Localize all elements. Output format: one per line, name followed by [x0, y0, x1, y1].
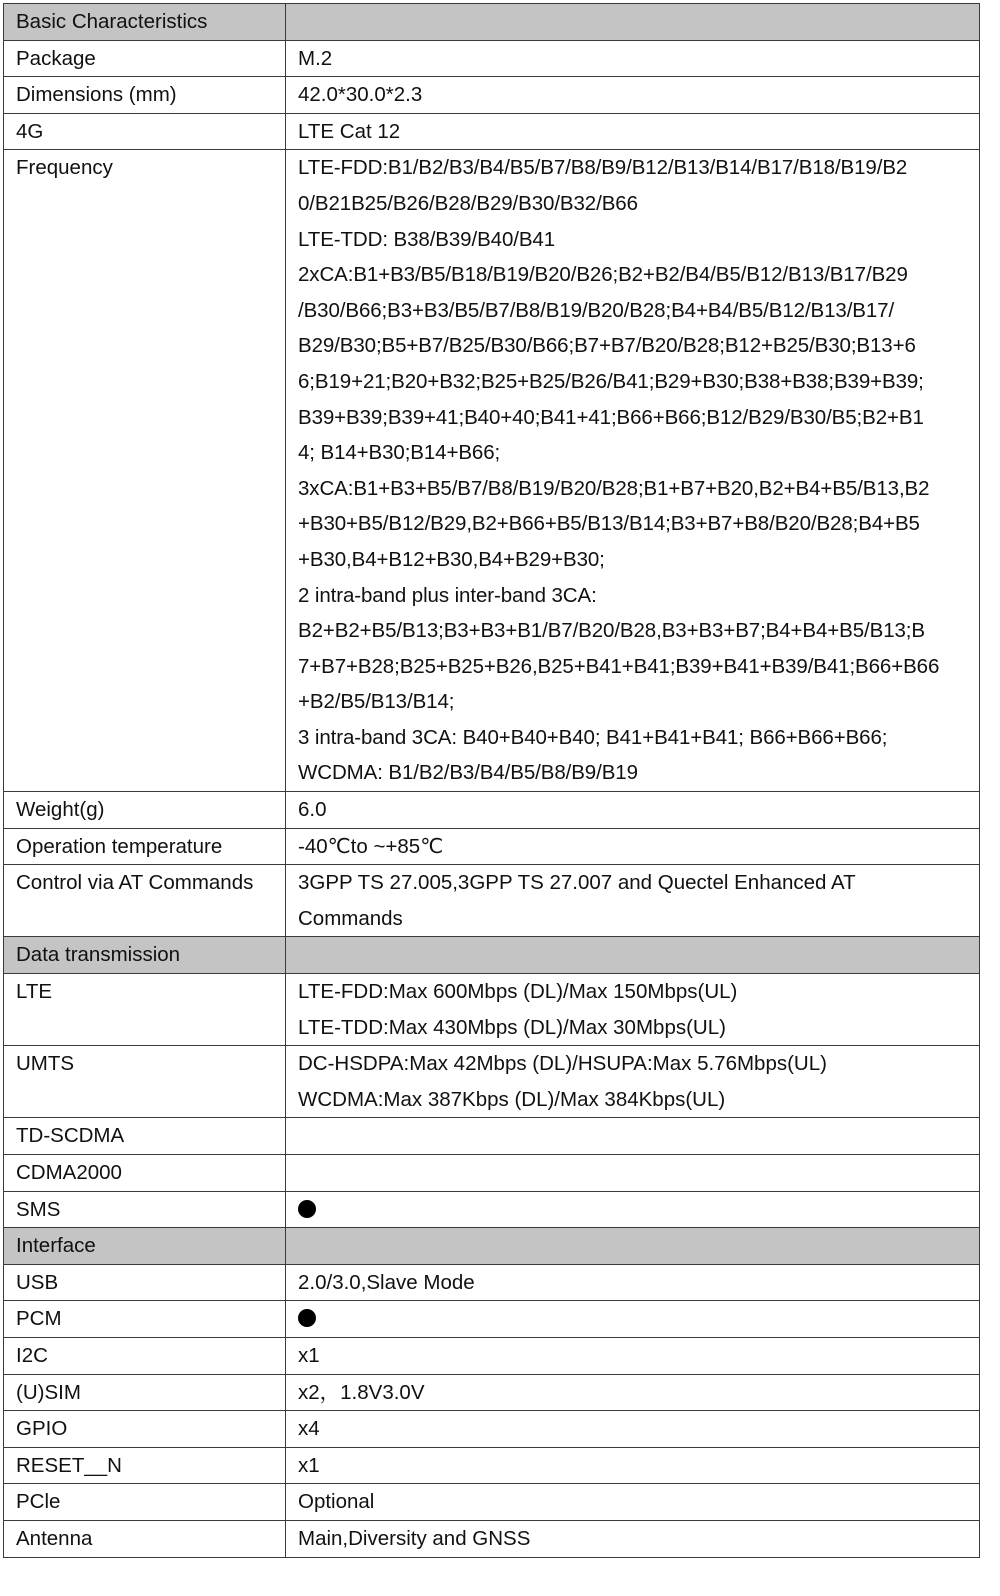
spec-value — [286, 1374, 980, 1411]
spec-label: TD-SCDMA — [4, 1118, 286, 1155]
spec-label: Operation temperature — [4, 828, 286, 865]
spec-value-line: +B2/B5/B13/B14; — [298, 690, 455, 714]
spec-value-line: LTE Cat 12 — [298, 119, 401, 143]
spec-value-line: 3xCA:B1+B3+B5/B7/B8/B19/B20/B28;B1+B7+B20,B2+B4+B5/B13,B2 — [298, 476, 930, 500]
spec-label: UMTS — [4, 1046, 286, 1118]
spec-value-line: /B30/B66;B3+B3/B5/B7/B8/B19/B20/B28;B4+B4/B5/B12/B13/B17/ — [298, 298, 895, 322]
spec-value — [286, 1337, 980, 1374]
section-title: Basic Characteristics — [4, 4, 286, 41]
spec-label: Antenna — [4, 1520, 286, 1557]
spec-row-cdma2000 — [4, 1155, 980, 1192]
spec-value — [286, 1447, 980, 1484]
spec-value — [286, 1046, 980, 1118]
spec-value-line: 3GPP TS 27.005,3GPP TS 27.007 and Quectel Enhanced AT — [298, 871, 856, 895]
spec-value-line: +B30+B5/B12/B29,B2+B66+B5/B13/B14;B3+B7+B8/B20/B28;B4+B5 — [298, 512, 920, 536]
spec-label: LTE — [4, 974, 286, 1046]
spec-row-pcm — [4, 1301, 980, 1338]
spec-value-line: 0/B21B25/B26/B28/B29/B30/B32/B66 — [298, 191, 638, 215]
spec-value — [286, 828, 980, 865]
spec-label: PCM — [4, 1301, 286, 1338]
spec-label: SMS — [4, 1191, 286, 1228]
section-header-data-transmission — [4, 937, 980, 974]
spec-value — [286, 1191, 980, 1228]
spec-value-line: M.2 — [298, 46, 333, 70]
spec-value-line: B39+B39;B39+41;B40+40;B41+41;B66+B66;B12/B29/B30/B5;B2+B1 — [298, 405, 924, 429]
spec-value-line: WCDMA: B1/B2/B3/B4/B5/B8/B9/B19 — [298, 761, 638, 785]
spec-value-line: 2 intra-band plus inter-band 3CA: — [298, 583, 597, 607]
spec-value-line: 3 intra-band 3CA: B40+B40+B40; B41+B41+B41; B66+B66+B66; — [298, 725, 888, 749]
spec-value-line: Optional — [298, 1490, 375, 1514]
spec-label: Dimensions (mm) — [4, 77, 286, 114]
spec-value — [286, 77, 980, 114]
spec-row-4g — [4, 113, 980, 150]
spec-row-reset-n — [4, 1447, 980, 1484]
spec-value-line: B2+B2+B5/B13;B3+B3+B1/B7/B20/B28,B3+B3+B7;B4+B4+B5/B13;B — [298, 619, 925, 643]
spec-value — [286, 1520, 980, 1557]
section-header-interface — [4, 1228, 980, 1265]
spec-label: Weight(g) — [4, 792, 286, 829]
spec-label: I2C — [4, 1337, 286, 1374]
spec-label: Control via AT Commands — [4, 865, 286, 937]
spec-value — [286, 40, 980, 77]
spec-value-line: 6;B19+21;B20+B32;B25+B25/B26/B41;B29+B30;B38+B38;B39+B39; — [298, 369, 924, 393]
spec-row-lte — [4, 974, 980, 1046]
spec-value — [286, 113, 980, 150]
spec-value — [286, 1155, 980, 1192]
spec-value — [286, 1411, 980, 1448]
spec-value-line: x1 — [298, 1453, 320, 1477]
section-title: Data transmission — [4, 937, 286, 974]
spec-label: CDMA2000 — [4, 1155, 286, 1192]
spec-value-line: LTE-TDD:Max 430Mbps (DL)/Max 30Mbps(UL) — [298, 1015, 726, 1039]
spec-table-body — [4, 4, 980, 1558]
spec-row-u-sim — [4, 1374, 980, 1411]
supported-bullet-icon — [298, 1309, 316, 1327]
spec-value-line: x2，1.8V3.0V — [298, 1380, 425, 1404]
spec-label: (U)SIM — [4, 1374, 286, 1411]
spec-value — [286, 1118, 980, 1155]
spec-value — [286, 150, 980, 792]
spec-value-line: WCDMA:Max 387Kbps (DL)/Max 384Kbps(UL) — [298, 1087, 726, 1111]
spec-row-usb — [4, 1264, 980, 1301]
spec-value-line: 4; B14+B30;B14+B66; — [298, 441, 501, 465]
spec-row-sms — [4, 1191, 980, 1228]
spec-value-line: x4 — [298, 1417, 320, 1441]
spec-row-td-scdma — [4, 1118, 980, 1155]
spec-value — [286, 1484, 980, 1521]
section-title-blank — [286, 1228, 980, 1265]
spec-value — [286, 865, 980, 937]
spec-row-i2c — [4, 1337, 980, 1374]
spec-value-line: LTE-FDD:Max 600Mbps (DL)/Max 150Mbps(UL) — [298, 980, 738, 1004]
supported-bullet-icon — [298, 1200, 316, 1218]
spec-value-line: +B30,B4+B12+B30,B4+B29+B30; — [298, 547, 605, 571]
spec-value-line: 7+B7+B28;B25+B25+B26,B25+B41+B41;B39+B41+B39/B41;B66+B66 — [298, 654, 940, 678]
spec-label: Frequency — [4, 150, 286, 792]
spec-label: GPIO — [4, 1411, 286, 1448]
spec-row-weight-g — [4, 792, 980, 829]
spec-row-antenna — [4, 1520, 980, 1557]
section-title-blank — [286, 937, 980, 974]
spec-row-pcle — [4, 1484, 980, 1521]
spec-value-line: 2xCA:B1+B3/B5/B18/B19/B20/B26;B2+B2/B4/B5/B12/B13/B17/B29 — [298, 263, 908, 287]
spec-label: Package — [4, 40, 286, 77]
spec-row-umts — [4, 1046, 980, 1118]
spec-value-line: 2.0/3.0,Slave Mode — [298, 1270, 475, 1294]
spec-value-line: x1 — [298, 1343, 320, 1367]
spec-row-dimensions-mm — [4, 77, 980, 114]
section-title: Interface — [4, 1228, 286, 1265]
spec-row-package — [4, 40, 980, 77]
spec-value — [286, 792, 980, 829]
spec-value-line: Main,Diversity and GNSS — [298, 1526, 531, 1550]
section-title-blank — [286, 4, 980, 41]
spec-row-frequency — [4, 150, 980, 792]
spec-value-line: 6.0 — [298, 798, 327, 822]
spec-row-operation-temperature — [4, 828, 980, 865]
spec-label: PCle — [4, 1484, 286, 1521]
spec-value-line: -40℃to ~+85℃ — [298, 834, 444, 858]
spec-value — [286, 974, 980, 1046]
spec-table — [3, 3, 980, 1558]
spec-value — [286, 1301, 980, 1338]
spec-value-line: DC-HSDPA:Max 42Mbps (DL)/HSUPA:Max 5.76Mbps(UL) — [298, 1052, 827, 1076]
spec-label: RESET__N — [4, 1447, 286, 1484]
spec-row-control-via-at-commands — [4, 865, 980, 937]
spec-label: USB — [4, 1264, 286, 1301]
spec-label: 4G — [4, 113, 286, 150]
spec-value-line: LTE-FDD:B1/B2/B3/B4/B5/B7/B8/B9/B12/B13/B14/B17/B18/B19/B2 — [298, 156, 908, 180]
spec-value-line: B29/B30;B5+B7/B25/B30/B66;B7+B7/B20/B28;B12+B25/B30;B13+6 — [298, 334, 916, 358]
section-header-basic-characteristics — [4, 4, 980, 41]
spec-value — [286, 1264, 980, 1301]
spec-value-line: Commands — [298, 906, 403, 930]
spec-row-gpio — [4, 1411, 980, 1448]
spec-value-line: LTE-TDD: B38/B39/B40/B41 — [298, 227, 556, 251]
spec-value-line: 42.0*30.0*2.3 — [298, 83, 423, 107]
